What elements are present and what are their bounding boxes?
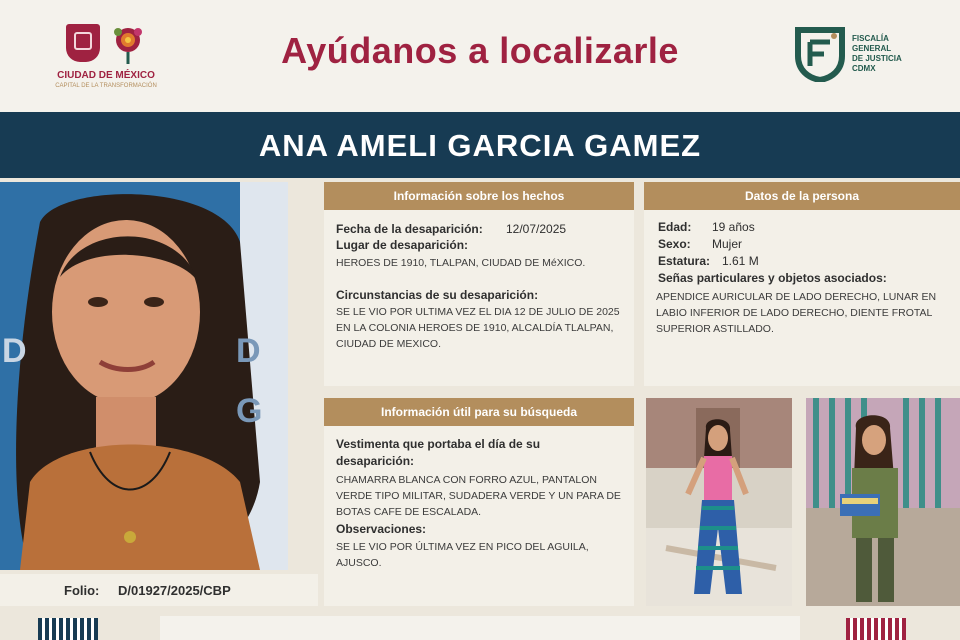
lugar-value: HEROES DE 1910, TLALPAN, CIUDAD DE MéXICO. — [336, 257, 586, 269]
name-banner — [0, 112, 960, 178]
person-name: ANA AMELI GARCIA GAMEZ — [258, 128, 702, 163]
lugar-label: Lugar de desaparición: — [336, 238, 469, 252]
fiscalia-line-3: DE JUSTICIA — [852, 54, 902, 63]
hechos-heading: Información sobre los hechos — [324, 182, 634, 210]
circunstancias-label: Circunstancias de su desaparición: — [336, 288, 539, 302]
header — [0, 0, 960, 112]
footer-logos-band — [160, 616, 800, 640]
edad-value: 19 años — [712, 220, 755, 234]
fiscalia-line-1: FISCALÍA — [852, 34, 889, 43]
observaciones-value: SE LE VIO POR ÚLTIMA VEZ EN PICO DEL AGUILA, AJUSCO. — [336, 541, 589, 569]
person-photo-illustration — [0, 182, 288, 570]
estatura-value: 1.61 M — [722, 254, 759, 268]
busqueda-panel — [324, 398, 634, 606]
estatura-label: Estatura: — [658, 254, 711, 268]
edad-label: Edad: — [658, 220, 692, 234]
fiscalia-fg-icon — [794, 26, 846, 82]
person-photo-2-illustration — [646, 398, 792, 606]
cdmx-logo — [50, 12, 162, 92]
fiscalia-logo-text — [852, 34, 902, 74]
qr-code-right-icon — [846, 618, 906, 640]
senas-label: Señas particulares y objetos asociados: — [658, 271, 887, 285]
vestimenta-value: CHAMARRA BLANCA CON FORRO AZUL, PANTALON VERDE TIPO MILITAR, SUDADERA VERDE Y UN PARA DE BOTAS CAFE DE ESCALADA. — [336, 474, 621, 518]
fiscalia-line-2: GENERAL — [852, 44, 892, 53]
sexo-label: Sexo: — [658, 237, 691, 251]
flower-emblem-icon — [110, 22, 146, 64]
svg-text:G: G — [236, 392, 263, 430]
person-photo-2 — [646, 398, 792, 606]
folio-value: D/01927/2025/CBP — [118, 583, 231, 598]
observaciones-label: Observaciones: — [336, 522, 427, 536]
fecha-value: 12/07/2025 — [506, 222, 567, 236]
folio-label: Folio: — [64, 583, 100, 598]
cdmx-logo-subtitle: CAPITAL DE LA TRANSFORMACIÓN — [55, 83, 157, 89]
busqueda-heading: Información útil para su búsqueda — [324, 398, 634, 426]
fecha-label: Fecha de la desaparición: — [336, 222, 483, 236]
person-photo — [0, 182, 288, 570]
fiscalia-line-4: CDMX — [852, 64, 876, 73]
person-photo-3-illustration — [806, 398, 960, 606]
persona-panel — [644, 182, 960, 386]
qr-code-left-icon — [38, 618, 98, 640]
cdmx-shield-icon — [66, 24, 100, 62]
sexo-value: Mujer — [712, 237, 743, 251]
svg-text:D: D — [2, 332, 27, 370]
person-photo-3 — [806, 398, 960, 606]
hechos-panel — [324, 182, 634, 386]
fiscalia-logo — [792, 24, 932, 86]
page-title: Ayúdanos a localizarle — [281, 30, 679, 71]
persona-heading: Datos de la persona — [644, 182, 960, 210]
folio-box — [0, 574, 318, 606]
svg-text:D: D — [236, 332, 261, 370]
vestimenta-label: Vestimenta que portaba el día de su desaparición: — [336, 437, 541, 468]
cdmx-logo-name: CIUDAD DE MÉXICO — [57, 70, 155, 81]
senas-value: APENDICE AURICULAR DE LADO DERECHO, LUNAR EN LABIO INFERIOR DE LADO DERECHO, DIENTE FROTAL SUPERIOR ASTILLADO. — [656, 291, 937, 335]
circunstancias-value: SE LE VIO POR ULTIMA VEZ EL DIA 12 DE JULIO DE 2025 EN LA COLONIA HEROES DE 1910, ALCALDÍA TLALPAN, CIUDAD DE MEXICO. — [336, 306, 620, 350]
